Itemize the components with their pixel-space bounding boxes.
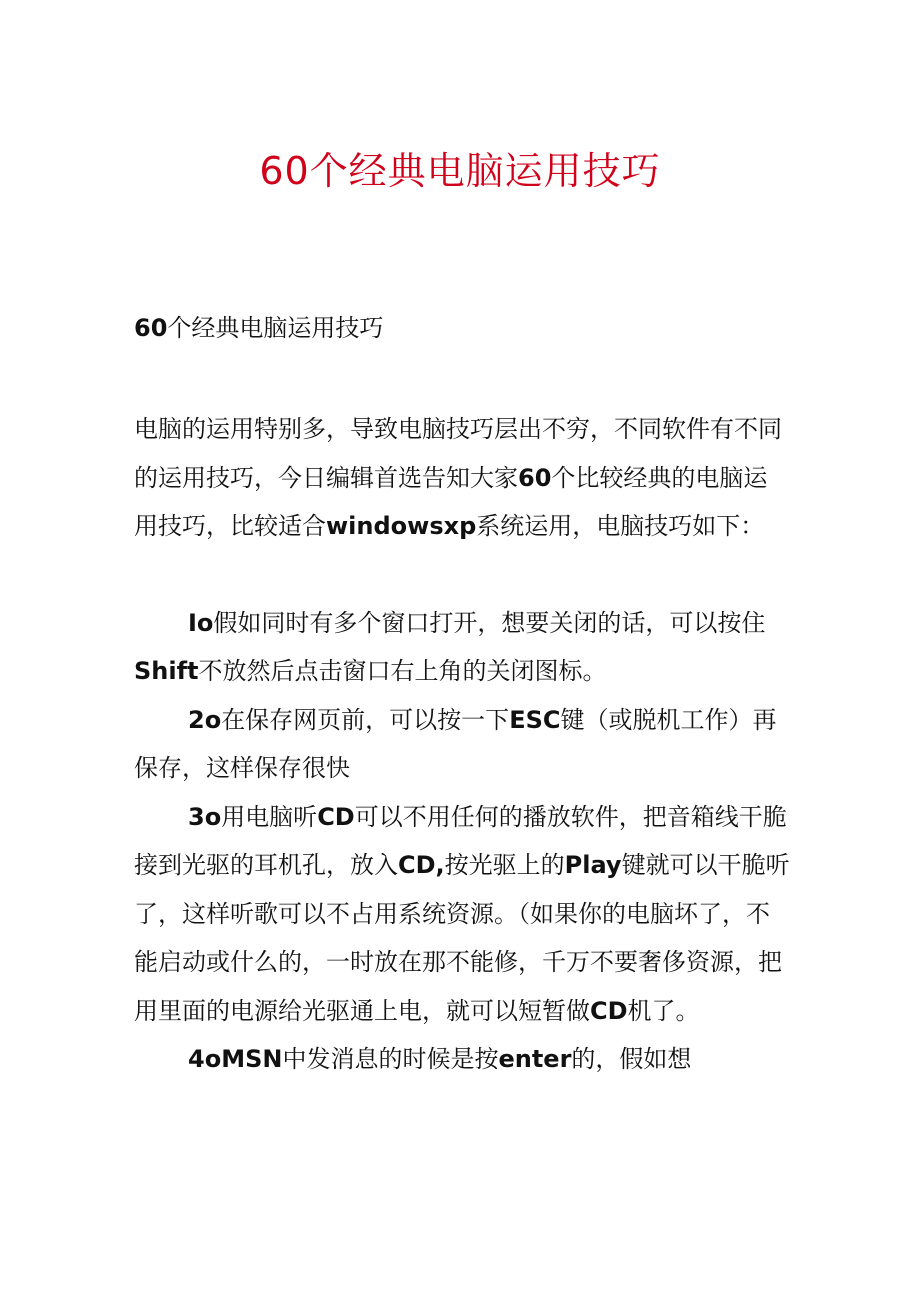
tip-number: 4o: [188, 1045, 222, 1073]
tip-4: [134, 1035, 790, 1084]
tip-text: 假如同时有多个窗口打开，想要关闭的话，可以按住: [213, 608, 766, 637]
tip-text: 按光驱上的: [444, 851, 565, 879]
tip-bold: CD: [317, 802, 355, 831]
tip-text: 不放然后点击窗口右上角的关闭图标。: [198, 657, 607, 685]
subtitle-text: 个经典电脑运用技巧: [167, 314, 384, 342]
intro-text-1: 电脑的运用特别多，导致电脑技巧层出不穷，不同软件有不同的运用技巧，今日编辑首选告知大家: [134, 415, 782, 492]
tip-text: 在保存网页前，可以按一下: [221, 705, 510, 734]
tip-3: [134, 793, 790, 1036]
tip-bold: ESC: [509, 705, 561, 734]
tip-number: Io: [188, 608, 214, 637]
tip-text: 机了。: [627, 996, 700, 1025]
tip-number: 3o: [188, 802, 222, 831]
tip-number: 2o: [188, 705, 222, 734]
tip-bold: Play: [564, 851, 622, 879]
subtitle-number: 60: [134, 314, 168, 342]
intro-bold-1: 60: [518, 463, 552, 492]
tip-bold: CD,: [398, 851, 445, 879]
tip-text: 用电脑听: [221, 802, 318, 831]
tip-text: 键（或脱机工作）再保存，这样保存很快: [134, 705, 777, 782]
intro-paragraph: [134, 405, 790, 551]
intro-text-2: 个比较经典的电脑运用技巧，比较适合: [134, 463, 768, 540]
tip-text: 键就可以干脆听了，这样听歌可以不占用系统资源。（如果你的电脑坏了，不能启动或什么的，一时放在那不能修，千万不要奢侈资源，把用里面的电源给光驱通上电，就可以短暂做: [134, 851, 790, 1025]
tip-text: 可以不用任何的播放软件，把音箱线干脆接到光驱的耳机孔，放入: [134, 802, 787, 879]
document-subtitle: [134, 310, 383, 346]
tip-bold: enter: [498, 1045, 572, 1073]
tip-bold: Shift: [134, 657, 199, 685]
tip-text: 中发消息的时候是按: [282, 1045, 499, 1073]
tip-text: 的，假如想: [571, 1045, 692, 1073]
intro-text-3: 系统运用，电脑技巧如下：: [476, 512, 765, 540]
tip-bold: MSN: [221, 1045, 283, 1073]
intro-bold-2: windowsxp: [326, 512, 477, 540]
document-title: 60个经典电脑运用技巧: [259, 149, 661, 193]
tip-bold: CD: [590, 996, 628, 1025]
tip-1: [134, 599, 790, 696]
tip-2: [134, 696, 790, 793]
document-body: [134, 405, 790, 1084]
